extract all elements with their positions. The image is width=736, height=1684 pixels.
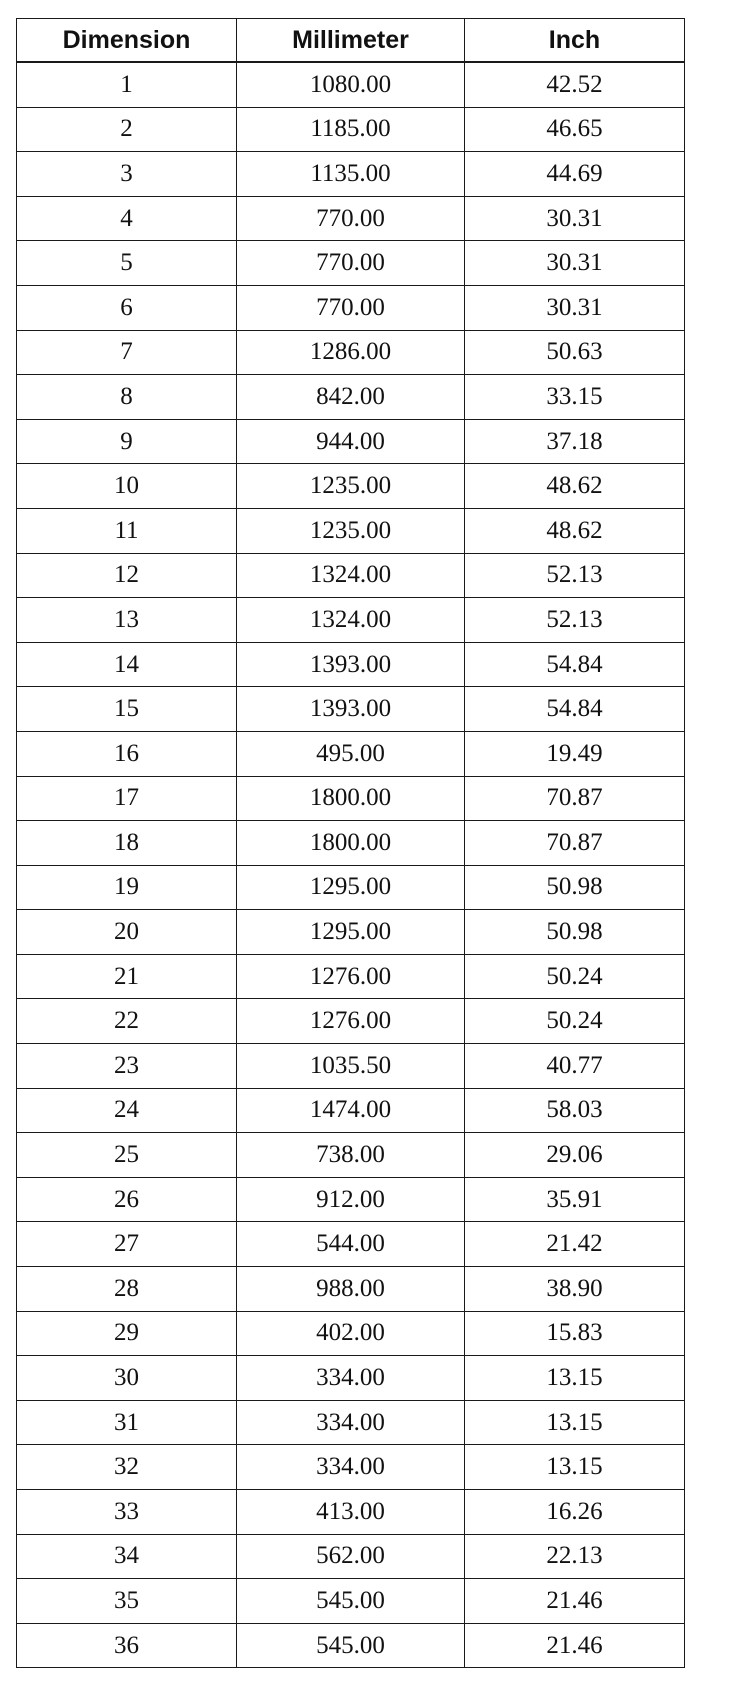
table-row (17, 1534, 685, 1579)
table-row (17, 954, 685, 999)
inch-cell: 58.03 (465, 1088, 685, 1133)
millimeter-cell: 495.00 (237, 731, 465, 776)
table-row (17, 1445, 685, 1490)
millimeter-cell: 562.00 (237, 1534, 465, 1579)
millimeter-cell: 842.00 (237, 375, 465, 420)
inch-cell: 70.87 (465, 821, 685, 866)
millimeter-cell: 1800.00 (237, 821, 465, 866)
inch-cell: 54.84 (465, 687, 685, 732)
dimension-cell: 34 (17, 1534, 237, 1579)
millimeter-cell: 1080.00 (237, 62, 465, 107)
millimeter-cell: 402.00 (237, 1311, 465, 1356)
table-row (17, 642, 685, 687)
table-row (17, 1490, 685, 1535)
millimeter-cell: 1800.00 (237, 776, 465, 821)
millimeter-cell: 988.00 (237, 1267, 465, 1312)
inch-cell: 22.13 (465, 1534, 685, 1579)
millimeter-cell: 770.00 (237, 196, 465, 241)
table-row (17, 687, 685, 732)
millimeter-cell: 1035.50 (237, 1044, 465, 1089)
inch-cell: 44.69 (465, 152, 685, 197)
millimeter-cell: 1286.00 (237, 330, 465, 375)
dimension-cell: 14 (17, 642, 237, 687)
header-millimeter: Millimeter (237, 19, 465, 63)
inch-cell: 19.49 (465, 731, 685, 776)
dimension-cell: 26 (17, 1177, 237, 1222)
table-row (17, 776, 685, 821)
dimension-cell: 15 (17, 687, 237, 732)
inch-cell: 16.26 (465, 1490, 685, 1535)
dimension-cell: 32 (17, 1445, 237, 1490)
inch-cell: 42.52 (465, 62, 685, 107)
inch-cell: 40.77 (465, 1044, 685, 1089)
table-row (17, 1267, 685, 1312)
table-row (17, 1177, 685, 1222)
dimension-cell: 21 (17, 954, 237, 999)
inch-cell: 13.15 (465, 1400, 685, 1445)
inch-cell: 21.46 (465, 1623, 685, 1668)
millimeter-cell: 912.00 (237, 1177, 465, 1222)
millimeter-cell: 334.00 (237, 1356, 465, 1401)
inch-cell: 37.18 (465, 419, 685, 464)
table-row (17, 1133, 685, 1178)
dimension-cell: 11 (17, 508, 237, 553)
table-row (17, 107, 685, 152)
millimeter-cell: 1324.00 (237, 598, 465, 643)
dimension-cell: 33 (17, 1490, 237, 1535)
table-row (17, 1311, 685, 1356)
table-row (17, 553, 685, 598)
inch-cell: 21.42 (465, 1222, 685, 1267)
dimension-cell: 23 (17, 1044, 237, 1089)
inch-cell: 48.62 (465, 508, 685, 553)
dimension-cell: 36 (17, 1623, 237, 1668)
dimension-cell: 25 (17, 1133, 237, 1178)
dimension-cell: 12 (17, 553, 237, 598)
dimension-cell: 3 (17, 152, 237, 197)
millimeter-cell: 1474.00 (237, 1088, 465, 1133)
inch-cell: 50.98 (465, 865, 685, 910)
inch-cell: 13.15 (465, 1356, 685, 1401)
table-row (17, 375, 685, 420)
table-row (17, 910, 685, 955)
millimeter-cell: 1276.00 (237, 999, 465, 1044)
table-row (17, 1623, 685, 1668)
header-dimension: Dimension (17, 19, 237, 63)
millimeter-cell: 944.00 (237, 419, 465, 464)
table-row (17, 999, 685, 1044)
millimeter-cell: 545.00 (237, 1579, 465, 1624)
table-row (17, 508, 685, 553)
millimeter-cell: 1235.00 (237, 464, 465, 509)
table-row (17, 1044, 685, 1089)
table-row (17, 152, 685, 197)
inch-cell: 30.31 (465, 285, 685, 330)
dimension-cell: 5 (17, 241, 237, 286)
millimeter-cell: 770.00 (237, 241, 465, 286)
millimeter-cell: 1276.00 (237, 954, 465, 999)
dimension-cell: 13 (17, 598, 237, 643)
inch-cell: 50.63 (465, 330, 685, 375)
dimension-cell: 18 (17, 821, 237, 866)
inch-cell: 13.15 (465, 1445, 685, 1490)
dimension-cell: 8 (17, 375, 237, 420)
millimeter-cell: 1393.00 (237, 687, 465, 732)
inch-cell: 46.65 (465, 107, 685, 152)
header-row (17, 19, 685, 63)
millimeter-cell: 334.00 (237, 1445, 465, 1490)
millimeter-cell: 1295.00 (237, 910, 465, 955)
dimension-cell: 17 (17, 776, 237, 821)
table-row (17, 865, 685, 910)
inch-cell: 15.83 (465, 1311, 685, 1356)
inch-cell: 70.87 (465, 776, 685, 821)
table-row (17, 241, 685, 286)
millimeter-cell: 334.00 (237, 1400, 465, 1445)
dimension-table-container (16, 18, 684, 1668)
table-row (17, 1579, 685, 1624)
inch-cell: 50.24 (465, 954, 685, 999)
table-row (17, 419, 685, 464)
table-row (17, 196, 685, 241)
dimension-cell: 20 (17, 910, 237, 955)
dimension-cell: 24 (17, 1088, 237, 1133)
dimension-table (16, 18, 685, 1668)
inch-cell: 38.90 (465, 1267, 685, 1312)
millimeter-cell: 1185.00 (237, 107, 465, 152)
table-row (17, 330, 685, 375)
inch-cell: 33.15 (465, 375, 685, 420)
millimeter-cell: 1324.00 (237, 553, 465, 598)
table-row (17, 464, 685, 509)
millimeter-cell: 545.00 (237, 1623, 465, 1668)
dimension-cell: 27 (17, 1222, 237, 1267)
dimension-cell: 4 (17, 196, 237, 241)
dimension-cell: 9 (17, 419, 237, 464)
inch-cell: 52.13 (465, 598, 685, 643)
inch-cell: 50.98 (465, 910, 685, 955)
dimension-cell: 28 (17, 1267, 237, 1312)
table-row (17, 1222, 685, 1267)
dimension-cell: 7 (17, 330, 237, 375)
dimension-cell: 29 (17, 1311, 237, 1356)
table-row (17, 731, 685, 776)
inch-cell: 35.91 (465, 1177, 685, 1222)
dimension-cell: 1 (17, 62, 237, 107)
table-row (17, 1400, 685, 1445)
millimeter-cell: 1295.00 (237, 865, 465, 910)
table-row (17, 285, 685, 330)
inch-cell: 50.24 (465, 999, 685, 1044)
table-row (17, 62, 685, 107)
dimension-cell: 19 (17, 865, 237, 910)
inch-cell: 30.31 (465, 196, 685, 241)
dimension-cell: 30 (17, 1356, 237, 1401)
dimension-cell: 10 (17, 464, 237, 509)
dimension-cell: 31 (17, 1400, 237, 1445)
table-body (17, 62, 685, 1668)
dimension-cell: 6 (17, 285, 237, 330)
dimension-cell: 22 (17, 999, 237, 1044)
millimeter-cell: 770.00 (237, 285, 465, 330)
inch-cell: 29.06 (465, 1133, 685, 1178)
millimeter-cell: 1235.00 (237, 508, 465, 553)
inch-cell: 52.13 (465, 553, 685, 598)
inch-cell: 21.46 (465, 1579, 685, 1624)
table-row (17, 598, 685, 643)
millimeter-cell: 413.00 (237, 1490, 465, 1535)
dimension-cell: 16 (17, 731, 237, 776)
table-row (17, 821, 685, 866)
dimension-cell: 35 (17, 1579, 237, 1624)
inch-cell: 54.84 (465, 642, 685, 687)
millimeter-cell: 1135.00 (237, 152, 465, 197)
millimeter-cell: 738.00 (237, 1133, 465, 1178)
table-row (17, 1356, 685, 1401)
table-header (17, 19, 685, 63)
table-row (17, 1088, 685, 1133)
inch-cell: 48.62 (465, 464, 685, 509)
dimension-cell: 2 (17, 107, 237, 152)
millimeter-cell: 544.00 (237, 1222, 465, 1267)
header-inch: Inch (465, 19, 685, 63)
inch-cell: 30.31 (465, 241, 685, 286)
millimeter-cell: 1393.00 (237, 642, 465, 687)
